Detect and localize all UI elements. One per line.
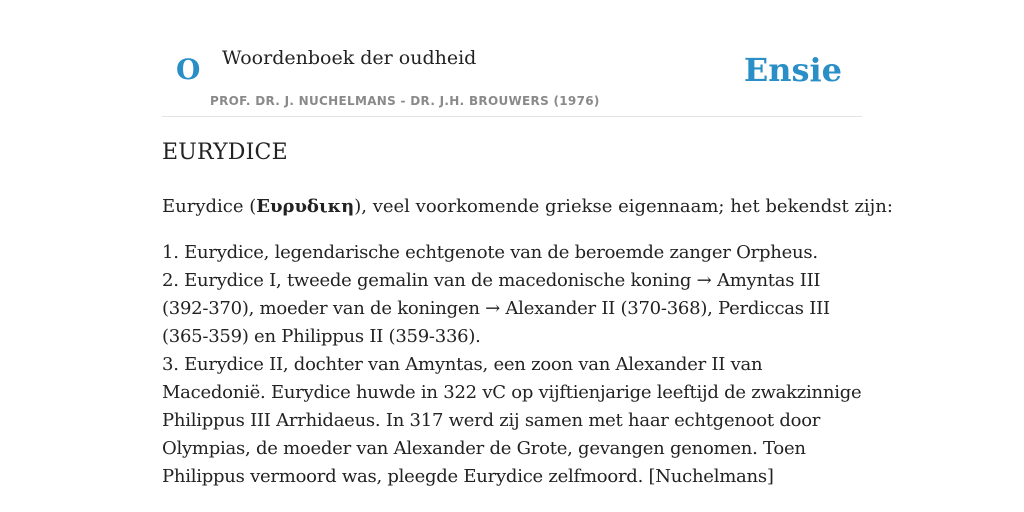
- entry-item-3: 3. Eurydice II, dochter van Amyntas, een zoon van Alexander II van Macedonië. Eurydice huwde in 322 vC op vijftienjarige leeftijd de zwakzinnige Philippus III Arrhidaeus. In 317 werd zij samen met haar echtgenoot door Olympias, de moeder van Alexander de Grote, gevangen genomen. Toen Philippus vermoord was, pleegde Eurydice zelfmoord. [Nuchelmans]: [162, 354, 862, 487]
- intro-text-before: Eurydice (: [162, 196, 257, 217]
- index-letter-link[interactable]: O: [176, 53, 201, 86]
- entry-item-2: 2. Eurydice I, tweede gemalin van de macedonische koning → Amyntas III (392-370), moeder van de koningen → Alexander II (370-368), Perdiccas III (365-359) en Philippus II (359-336).: [162, 270, 830, 347]
- intro-greek-term: Ευρυδικη: [256, 196, 355, 217]
- book-title-link[interactable]: Woordenboek der oudheid: [222, 47, 477, 69]
- header: [162, 0, 862, 117]
- entry-item-1: 1. Eurydice, legendarische echtgenote van de beroemde zanger Orpheus.: [162, 242, 818, 263]
- entry-title: EURYDICE: [162, 140, 288, 165]
- intro-text-after: ), veel voorkomende griekse eigennaam; het bekendst zijn:: [354, 196, 893, 217]
- entry-items: [162, 239, 867, 491]
- book-authors: PROF. DR. J. NUCHELMANS - DR. J.H. BROUWERS (1976): [210, 94, 600, 108]
- entry-intro: [162, 193, 893, 221]
- brand-logo-link[interactable]: Ensie: [743, 51, 842, 89]
